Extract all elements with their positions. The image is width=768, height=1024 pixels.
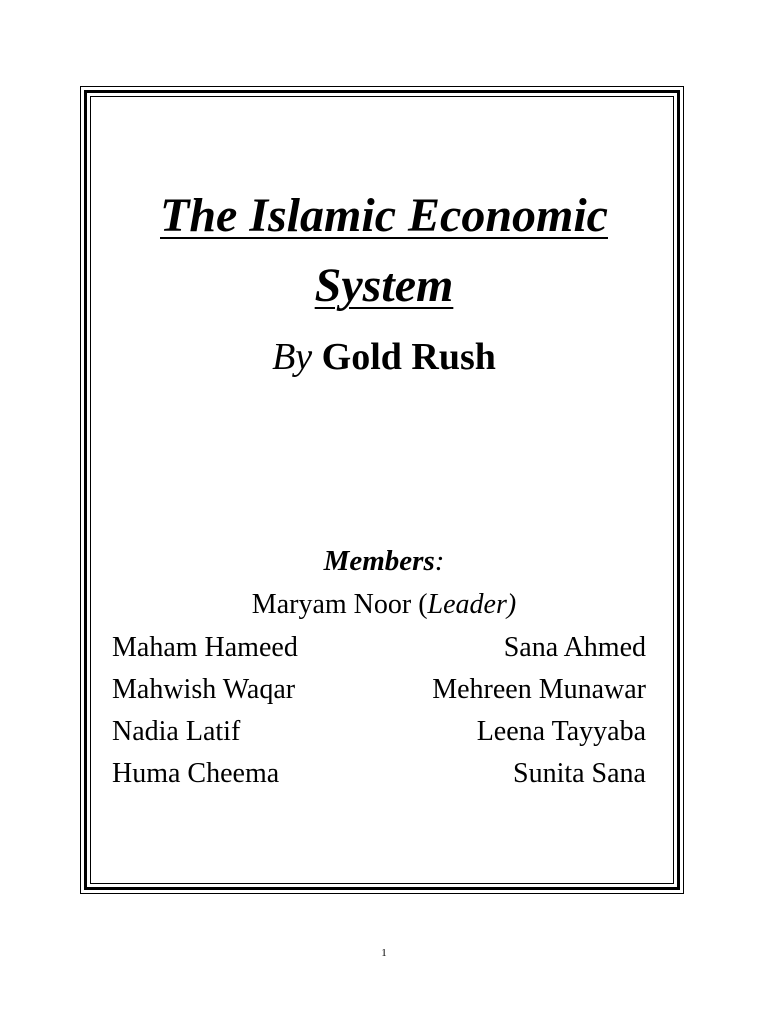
leader-role: Leader)	[427, 589, 517, 620]
member-row	[112, 676, 646, 704]
member-row	[112, 760, 646, 788]
leader-line	[0, 591, 768, 619]
member-name-right: Leena Tayyaba	[476, 716, 646, 747]
members-heading	[0, 547, 768, 576]
member-name-left: Mahwish Waqar	[112, 674, 296, 705]
member-name-left: Nadia Latif	[112, 716, 241, 747]
member-name-left: Huma Cheema	[112, 758, 280, 789]
member-name-right: Mehreen Munawar	[432, 674, 646, 705]
leader-name: Maryam Noor	[251, 589, 412, 620]
title-line-2: System	[314, 259, 454, 312]
members-heading-word: Members	[323, 545, 435, 577]
member-name-left: Maham Hameed	[112, 632, 298, 663]
byline	[0, 338, 768, 376]
leader-open-paren: (	[411, 589, 428, 620]
member-row	[112, 634, 646, 662]
member-name-right: Sana Ahmed	[503, 632, 646, 663]
members-heading-colon: :	[434, 545, 445, 577]
page-number: 1	[381, 947, 387, 959]
title-line-1: The Islamic Economic	[160, 189, 608, 242]
group-name: Gold Rush	[321, 336, 496, 378]
member-row	[112, 718, 646, 746]
member-name-right: Sunita Sana	[513, 758, 646, 789]
byline-by: By	[272, 336, 313, 378]
